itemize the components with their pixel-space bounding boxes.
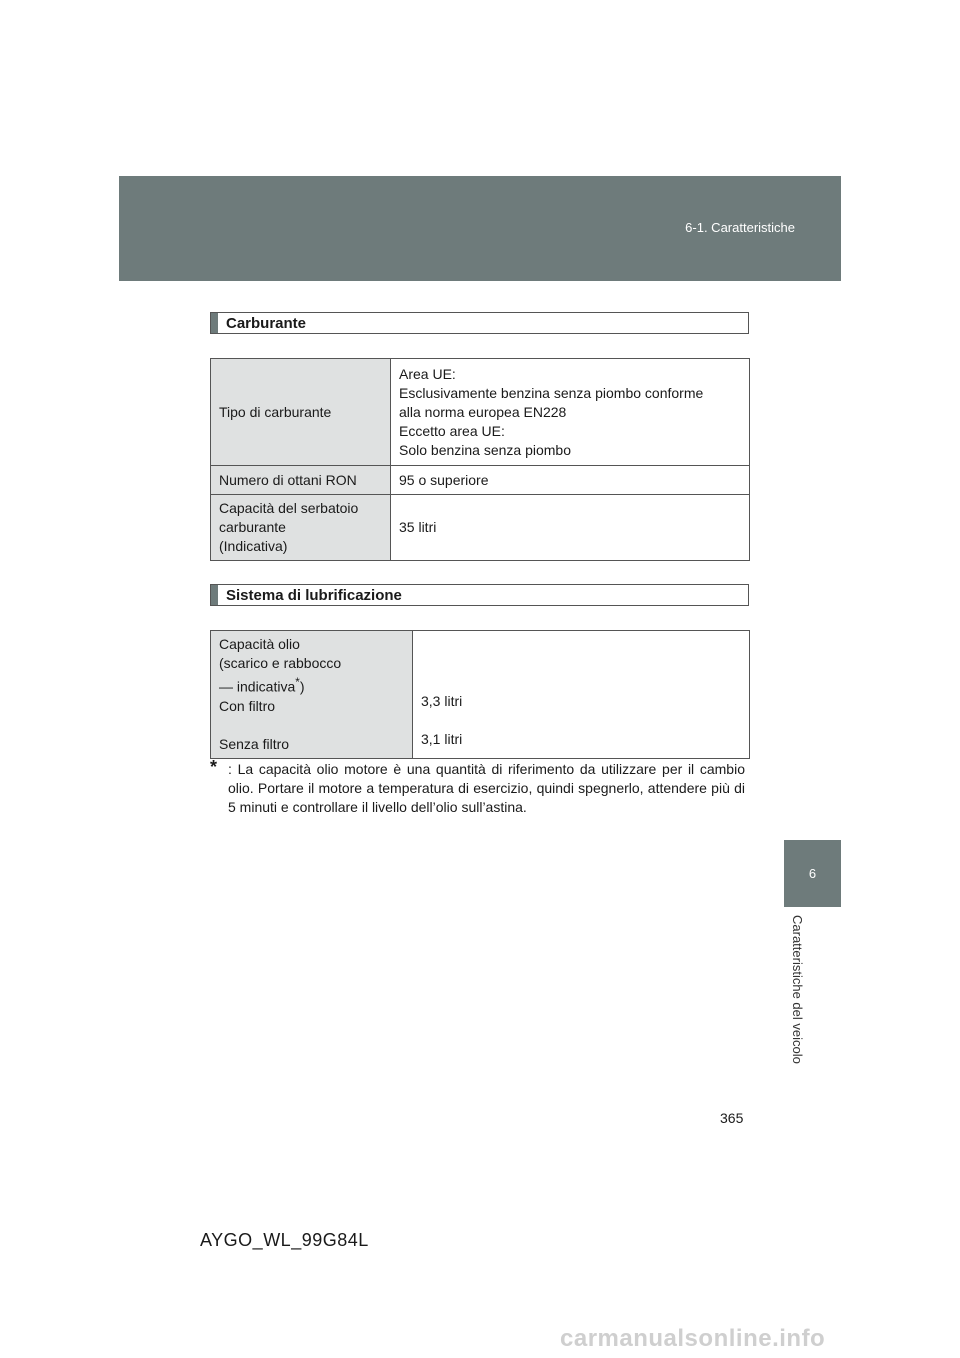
heading-accent — [211, 313, 218, 333]
without-filter-value: 3,1 litri — [421, 731, 463, 747]
octane-value: 95 o superiore — [391, 466, 750, 495]
fuel-section-heading — [210, 312, 749, 334]
table-row — [211, 495, 750, 561]
value-line: Solo benzina senza piombo — [399, 441, 572, 458]
label-line: Capacità olio — [219, 636, 300, 652]
label-line: (Indicativa) — [219, 538, 288, 554]
label-line: carburante — [219, 519, 286, 535]
chapter-number: 6 — [808, 866, 817, 881]
footnote-marker: * — [295, 676, 300, 689]
lubrication-section-heading — [210, 584, 749, 606]
section-breadcrumb: 6-1. Caratteristiche — [685, 220, 795, 235]
fuel-type-value — [391, 359, 750, 466]
without-filter-label: Senza filtro — [219, 735, 290, 752]
value-line: Area UE: — [399, 365, 456, 382]
header-band — [119, 176, 841, 281]
fuel-table — [210, 358, 750, 561]
footnote-marker: * — [210, 757, 218, 777]
table-row — [211, 631, 750, 759]
oil-capacity-label — [211, 631, 413, 759]
label-line: Capacità del serbatoio — [219, 500, 359, 516]
chapter-tab — [784, 840, 841, 907]
fuel-type-label: Tipo di carburante — [211, 359, 391, 466]
tank-capacity-label — [211, 495, 391, 561]
document-code: AYGO_WL_99G84L — [200, 1230, 369, 1250]
with-filter-value: 3,3 litri — [421, 693, 463, 709]
watermark: carmanualsonline.info — [560, 1325, 826, 1352]
table-row — [211, 466, 750, 495]
label-line: — indicativa*) — [219, 676, 305, 695]
page-number: 365 — [720, 1110, 744, 1126]
with-filter-label: Con filtro — [219, 697, 276, 714]
octane-label: Numero di ottani RON — [211, 466, 391, 495]
chapter-title: Caratteristiche del veicolo — [790, 915, 805, 1064]
table-row — [211, 359, 750, 466]
value-line: Esclusivamente benzina senza piombo conforme — [399, 384, 704, 401]
oil-capacity-values — [413, 631, 750, 759]
heading-accent — [211, 585, 218, 605]
tank-capacity-value: 35 litri — [391, 495, 750, 561]
lubrication-heading-title: Sistema di lubrificazione — [226, 586, 402, 604]
label-line: (scarico e rabbocco — [219, 655, 342, 671]
footnote — [210, 757, 745, 817]
lubrication-table — [210, 630, 750, 759]
value-line: Eccetto area UE: — [399, 422, 505, 439]
footnote-text: : La capacità olio motore è una quantità di riferimento da utilizzare per il cambio olio. Portare il motore a temperatura di esercizio, quindi spegnerlo, attendere più di 5 minuti e controllare il livello dell’olio sull’astina. — [228, 761, 745, 815]
fuel-heading-title: Carburante — [226, 314, 307, 332]
value-line: alla norma europea EN228 — [399, 403, 567, 420]
